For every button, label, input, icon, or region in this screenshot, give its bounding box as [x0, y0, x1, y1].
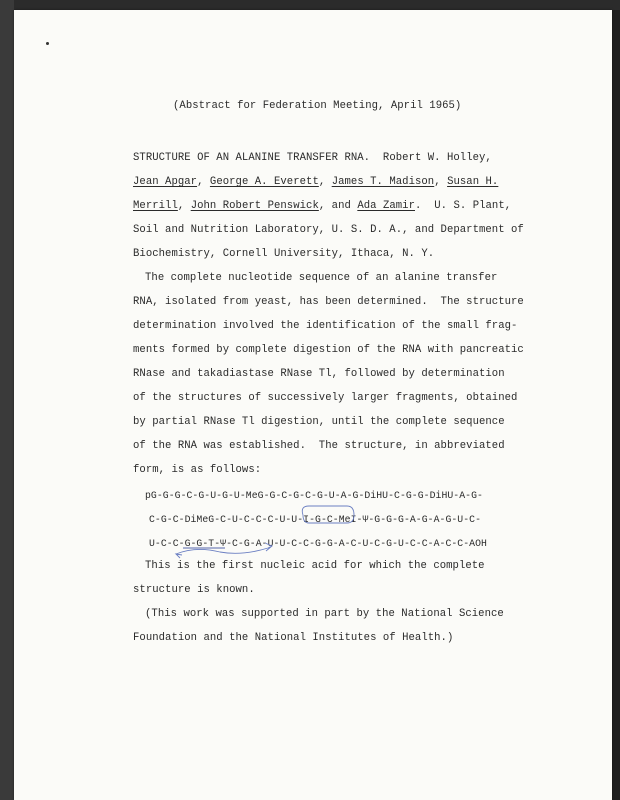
- scanner-edge-top: [0, 0, 620, 10]
- author-merrill-first: Susan H.: [447, 176, 499, 188]
- author-apgar: Jean Apgar: [133, 176, 198, 188]
- paragraph-line: RNase and takadiastase RNase Tl, followed by determination: [133, 368, 505, 380]
- title-line-1: [133, 152, 492, 164]
- affiliation-line-3: Biochemistry, Cornell University, Ithaca, N. Y.: [133, 248, 435, 260]
- author-merrill-last: Merrill: [133, 200, 178, 212]
- meeting-note: (Abstract for Federation Meeting, April 1965): [173, 100, 462, 112]
- authors-line-2: Jean Apgar, George A. Everett, James T. Madison, Susan H.: [133, 176, 499, 188]
- sequence-line-3: U-C-C-G-G-T-Ψ-C-G-A-U-U-C-C-G-G-A-C-U-C-G-U-C-C-A-C-C-AOH: [149, 538, 487, 549]
- paragraph-line: The complete nucleotide sequence of an alanine transfer: [145, 272, 498, 284]
- author-penswick: John Robert Penswick: [190, 200, 319, 212]
- paragraph-line: form, is as follows:: [133, 464, 262, 476]
- article-title: STRUCTURE OF AN ALANINE TRANSFER RNA.: [133, 152, 371, 164]
- punch-dot: [46, 42, 49, 45]
- author-everett: George A. Everett: [209, 176, 319, 188]
- support-line-1: (This work was supported in part by the National Science: [145, 608, 504, 620]
- paragraph-line: RNA, isolated from yeast, has been determined. The structure: [133, 296, 524, 308]
- sequence-line-2: C-G-C-DiMeG-C-U-C-C-C-U-U-I-G-C-MeI-Ψ-G-G-G-A-G-A-G-U-C-: [149, 514, 482, 525]
- paragraph-line: by partial RNase Tl digestion, until the complete sequence: [133, 416, 505, 428]
- closing-line-1: This is the first nucleic acid for which the complete: [145, 560, 485, 572]
- paragraph-line: of the RNA was established. The structure, in abbreviated: [133, 440, 505, 452]
- support-line-2: Foundation and the National Institutes of Health.): [133, 632, 454, 644]
- paragraph-line: determination involved the identification of the small frag-: [133, 320, 518, 332]
- paragraph-line: ments formed by complete digestion of the RNA with pancreatic: [133, 344, 524, 356]
- authors-line-3: Merrill, John Robert Penswick, and Ada Zamir. U. S. Plant,: [133, 200, 512, 212]
- document-page: [14, 10, 612, 800]
- sequence-line-1: pG-G-G-C-G-U-G-U-MeG-G-C-G-C-G-U-A-G-DiHU-C-G-G-DiHU-A-G-: [145, 490, 483, 501]
- affiliation-line-1: U. S. Plant,: [434, 200, 512, 212]
- author-holley: Robert W. Holley,: [382, 152, 492, 164]
- affiliation-line-2: Soil and Nutrition Laboratory, U. S. D. A., and Department of: [133, 224, 524, 236]
- scanner-edge-left: [0, 0, 14, 800]
- author-madison: James T. Madison: [331, 176, 435, 188]
- author-zamir: Ada Zamir: [357, 200, 415, 212]
- closing-line-2: structure is known.: [133, 584, 255, 596]
- paragraph-line: of the structures of successively larger fragments, obtained: [133, 392, 518, 404]
